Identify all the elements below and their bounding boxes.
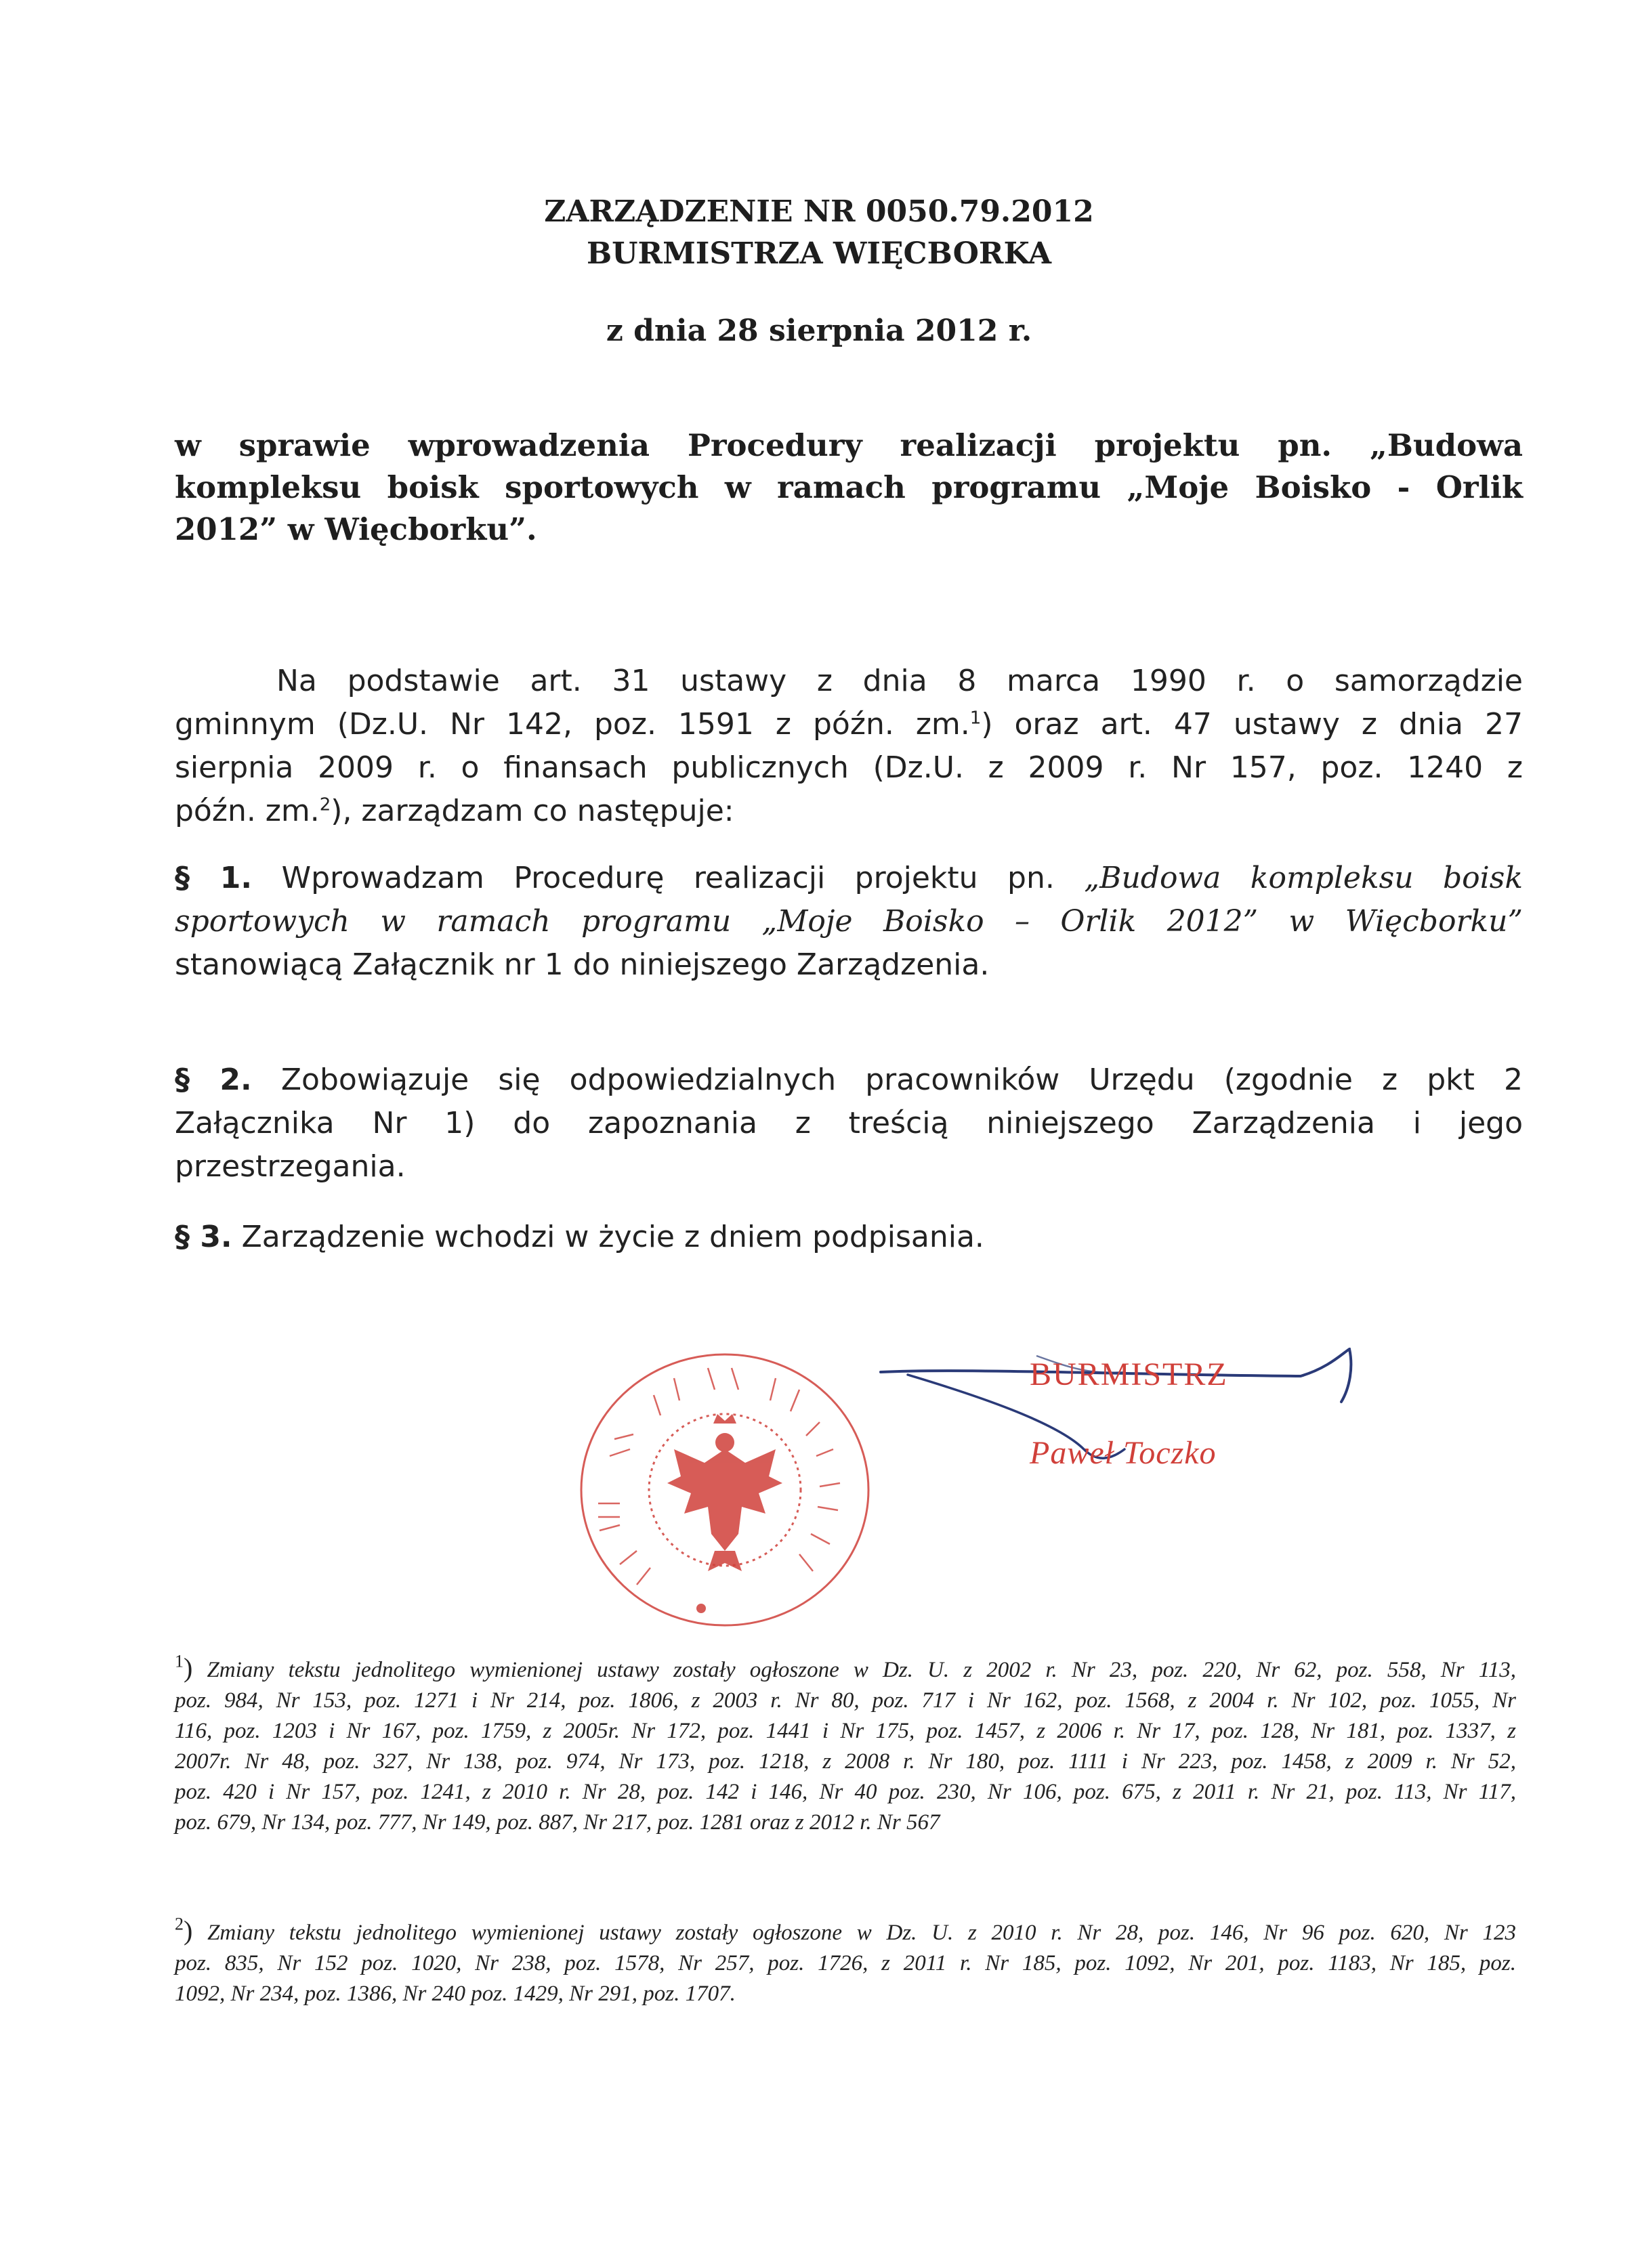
footnote-line: poz. 984, Nr 153, poz. 1271 i Nr 214, poz. 1806, z 2003 r. Nr 80, poz. 717 i Nr 162, poz. 1568, z 2004 r. Nr 102, poz. 1055, Nr [175, 1688, 1516, 1713]
footnote-line: poz. 835, Nr 152 poz. 1020, Nr 238, poz. 1578, Nr 257, poz. 1726, z 2011 r. Nr 185, poz. 1092, Nr 201, poz. 1183, Nr 185, poz. [175, 1951, 1516, 1975]
paragraph-line: przestrzegania. [175, 1149, 406, 1184]
section-mark: § 3. [175, 1220, 232, 1254]
subject-line: 2012” w Więcborku”. [175, 511, 537, 547]
document-subject [175, 425, 1523, 551]
paragraph-line: § 1. Wprowadzam Procedurę realizacji projektu pn. „Budowa kompleksu boisk [175, 861, 1523, 895]
document-title: ZARZĄDZENIE NR 0050.79.2012 [544, 194, 1094, 229]
footnote-ref-2: 2 [319, 794, 331, 815]
signature-name-stamp: Paweł Toczko [1030, 1435, 1217, 1471]
footnote-line: poz. 679, Nr 134, poz. 777, Nr 149, poz. 887, Nr 217, poz. 1281 oraz z 2012 r. Nr 567 [175, 1810, 940, 1835]
footnote-mark: $^2$) [175, 1914, 193, 1946]
official-seal-icon [572, 1348, 877, 1632]
footnote-2 [175, 1915, 1516, 2009]
signature-title-stamp: BURMISTRZ [1030, 1356, 1228, 1392]
paragraph-line: sportowych w ramach programu „Moje Boisko – Orlik 2012” w Więcborku” [175, 904, 1523, 939]
footnote-line: 116, poz. 1203 i Nr 167, poz. 1759, z 2005r. Nr 172, poz. 1441 i Nr 175, poz. 1457, z 2006 r. Nr 17, poz. 128, Nr 181, poz. 1337, z [175, 1719, 1516, 1743]
footnote-mark: $^1$) [175, 1651, 193, 1683]
footnote-line: $^2$) Zmiany tekstu jednolitego wymienionej ustawy zostały ogłoszone w Dz. U. z 2010 r. Nr 28, poz. 146, Nr 96 poz. 620, Nr 123 [175, 1914, 1516, 1946]
preamble-line: późn. zm.$^2$), zarządzam co następuje: [175, 794, 734, 828]
section-mark: § 1. [175, 861, 253, 895]
paragraph-2 [175, 1058, 1523, 1189]
preamble-line: sierpnia 2009 r. o finansach publicznych (Dz.U. z 2009 r. Nr 157, poz. 1240 z [175, 750, 1523, 785]
footnote-ref-1: 1 [969, 708, 982, 729]
footnote-line: $^1$) Zmiany tekstu jednolitego wymienionej ustawy zostały ogłoszone w Dz. U. z 2002 r. Nr 23, poz. 220, Nr 62, poz. 558, Nr 113, [175, 1651, 1517, 1683]
footnote-line: poz. 420 i Nr 157, poz. 1241, z 2010 r. Nr 28, poz. 142 i 146, Nr 40 poz. 230, Nr 106, poz. 675, z 2011 r. Nr 21, poz. 113, Nr 117, [175, 1780, 1516, 1804]
section-mark: § 2. [175, 1063, 252, 1097]
paragraph-line: stanowiącą Załącznik nr 1 do niniejszego Zarządzenia. [175, 947, 990, 982]
paragraph-line: § 3. Zarządzenie wchodzi w życie z dniem podpisania. [175, 1220, 984, 1254]
preamble-line: Na podstawie art. 31 ustawy z dnia 8 marca 1990 r. o samorządzie [276, 664, 1523, 698]
paragraph-line: § 2. Zobowiązuje się odpowiedzialnych pracowników Urzędu (zgodnie z pkt 2 [175, 1063, 1523, 1097]
footnote-1 [175, 1652, 1516, 1838]
paragraph-1 [175, 857, 1523, 987]
preamble-line: gminnym (Dz.U. Nr 142, poz. 1591 z późn. zm.$^1$) oraz art. 47 ustawy z dnia 27 [175, 707, 1524, 742]
preamble [175, 660, 1523, 833]
footnote-line: 2007r. Nr 48, poz. 327, Nr 138, poz. 974, Nr 173, poz. 1218, z 2008 r. Nr 180, poz. 1111 i Nr 223, poz. 1458, z 2009 r. Nr 52, [175, 1749, 1516, 1774]
subject-line: w sprawie wprowadzenia Procedury realizacji projektu pn. „Budowa [175, 427, 1523, 463]
subject-line: kompleksu boisk sportowych w ramach programu „Moje Boisko - Orlik [175, 469, 1523, 505]
paragraph-3 [175, 1216, 1523, 1259]
footnote-line: 1092, Nr 234, poz. 1386, Nr 240 poz. 1429, Nr 291, poz. 1707. [175, 1982, 736, 2006]
document-date: z dnia 28 sierpnia 2012 r. [606, 314, 1032, 348]
paragraph-line: Załącznika Nr 1) do zapoznania z treścią niniejszego Zarządzenia i jego [175, 1106, 1523, 1140]
issuer-title: BURMISTRZA WIĘCBORKA [586, 236, 1052, 271]
